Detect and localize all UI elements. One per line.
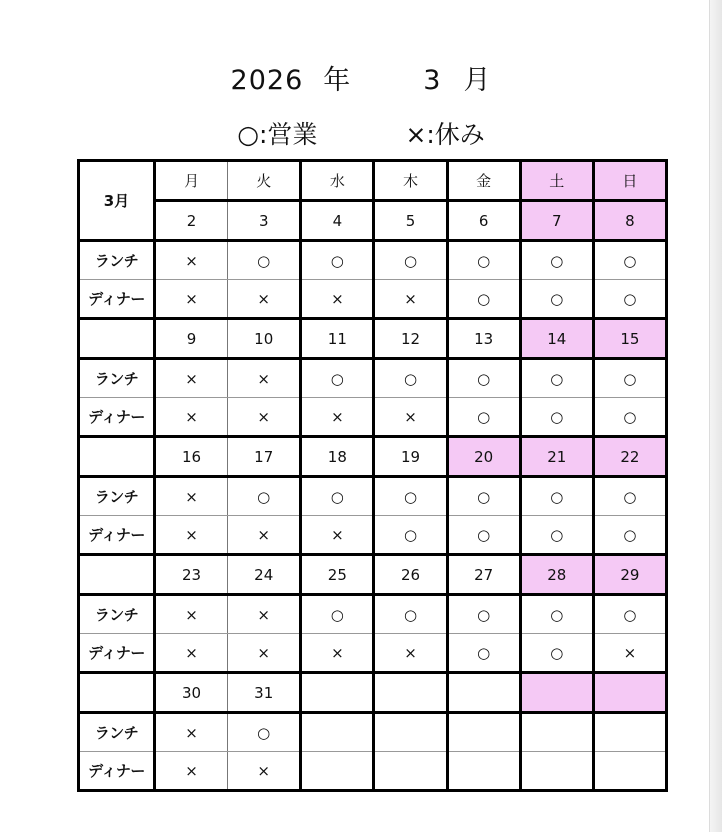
month-label: 3月	[79, 161, 155, 241]
date-cell: 20	[447, 437, 520, 477]
dinner-status-cell: ×	[593, 634, 666, 673]
date-cell: 21	[520, 437, 593, 477]
date-cell: 11	[301, 319, 374, 359]
dinner-status-cell: ×	[228, 280, 301, 319]
date-row	[79, 673, 667, 713]
dinner-label: ディナー	[79, 398, 155, 437]
lunch-label: ランチ	[79, 241, 155, 280]
date-cell	[520, 673, 593, 713]
title-month-suffix: 月	[463, 65, 492, 96]
date-cell: 13	[447, 319, 520, 359]
date-cell: 27	[447, 555, 520, 595]
date-row	[79, 201, 667, 241]
weekday-label: 土	[520, 161, 593, 201]
legend-closed: ×:休み	[405, 120, 485, 149]
lunch-status-cell: ○	[301, 359, 374, 398]
date-row-label	[79, 437, 155, 477]
dinner-status-cell: ×	[228, 634, 301, 673]
date-cell: 18	[301, 437, 374, 477]
lunch-status-cell: ○	[374, 241, 447, 280]
date-row	[79, 437, 667, 477]
lunch-label: ランチ	[79, 477, 155, 516]
dinner-status-cell: ×	[155, 634, 228, 673]
weekday-label: 火	[228, 161, 301, 201]
dinner-row	[79, 398, 667, 437]
dinner-row	[79, 634, 667, 673]
lunch-status-cell: ○	[301, 241, 374, 280]
lunch-status-cell	[301, 713, 374, 752]
dinner-status-cell: ×	[374, 398, 447, 437]
date-cell: 24	[228, 555, 301, 595]
lunch-label: ランチ	[79, 595, 155, 634]
dinner-status-cell: ○	[520, 634, 593, 673]
date-cell: 31	[228, 673, 301, 713]
lunch-status-cell: ○	[447, 359, 520, 398]
weekday-label: 水	[301, 161, 374, 201]
lunch-row	[79, 713, 667, 752]
lunch-status-cell: ○	[447, 595, 520, 634]
date-cell	[301, 673, 374, 713]
dinner-status-cell	[374, 752, 447, 791]
lunch-status-cell: ○	[447, 477, 520, 516]
dinner-status-cell: ○	[447, 280, 520, 319]
date-cell: 10	[228, 319, 301, 359]
lunch-row	[79, 477, 667, 516]
date-cell: 17	[228, 437, 301, 477]
date-cell: 6	[447, 201, 520, 241]
dinner-status-cell: ×	[301, 516, 374, 555]
date-row-label	[79, 673, 155, 713]
date-cell	[593, 673, 666, 713]
page-title	[0, 58, 722, 97]
dinner-status-cell: ×	[155, 752, 228, 791]
weekday-label: 月	[155, 161, 228, 201]
date-cell: 19	[374, 437, 447, 477]
lunch-status-cell: ○	[520, 359, 593, 398]
dinner-label: ディナー	[79, 280, 155, 319]
lunch-row	[79, 595, 667, 634]
lunch-status-cell: ○	[593, 241, 666, 280]
dinner-status-cell: ×	[301, 280, 374, 319]
date-cell	[374, 673, 447, 713]
dinner-status-cell: ○	[374, 516, 447, 555]
title-month: 3	[423, 65, 442, 96]
dinner-status-cell: ○	[593, 516, 666, 555]
date-cell: 8	[593, 201, 666, 241]
date-cell: 5	[374, 201, 447, 241]
lunch-status-cell: ○	[228, 477, 301, 516]
lunch-status-cell: ○	[374, 477, 447, 516]
dinner-row	[79, 280, 667, 319]
date-row-label	[79, 319, 155, 359]
weekday-label: 日	[593, 161, 666, 201]
lunch-status-cell: ○	[301, 477, 374, 516]
dinner-status-cell: ×	[374, 280, 447, 319]
date-cell: 26	[374, 555, 447, 595]
date-cell: 22	[593, 437, 666, 477]
date-cell: 12	[374, 319, 447, 359]
lunch-status-cell: ○	[593, 477, 666, 516]
lunch-status-cell: ○	[301, 595, 374, 634]
lunch-status-cell	[520, 713, 593, 752]
lunch-status-cell: ×	[228, 359, 301, 398]
lunch-status-cell: ○	[593, 595, 666, 634]
date-cell: 23	[155, 555, 228, 595]
dinner-status-cell: ×	[301, 398, 374, 437]
lunch-status-cell: ×	[228, 595, 301, 634]
dinner-status-cell: ○	[447, 516, 520, 555]
dinner-row	[79, 752, 667, 791]
date-cell: 7	[520, 201, 593, 241]
lunch-status-cell: ○	[228, 713, 301, 752]
date-row	[79, 319, 667, 359]
dinner-label: ディナー	[79, 516, 155, 555]
lunch-status-cell: ×	[155, 241, 228, 280]
date-cell: 28	[520, 555, 593, 595]
lunch-status-cell: ×	[155, 359, 228, 398]
dinner-label: ディナー	[79, 752, 155, 791]
dinner-status-cell: ×	[228, 752, 301, 791]
dinner-status-cell: ×	[228, 516, 301, 555]
lunch-status-cell	[593, 713, 666, 752]
dinner-status-cell	[593, 752, 666, 791]
dinner-status-cell	[301, 752, 374, 791]
date-cell: 29	[593, 555, 666, 595]
dinner-status-cell: ×	[155, 516, 228, 555]
weekday-header-row	[79, 161, 667, 201]
lunch-status-cell: ○	[520, 595, 593, 634]
lunch-status-cell: ○	[520, 477, 593, 516]
lunch-status-cell	[374, 713, 447, 752]
lunch-row	[79, 241, 667, 280]
lunch-status-cell: ○	[447, 241, 520, 280]
date-row-label	[79, 555, 155, 595]
date-cell: 3	[228, 201, 301, 241]
dinner-status-cell: ○	[447, 634, 520, 673]
date-cell: 30	[155, 673, 228, 713]
dinner-status-cell: ×	[301, 634, 374, 673]
dinner-status-cell: ×	[228, 398, 301, 437]
business-calendar-table	[77, 159, 668, 792]
date-cell: 25	[301, 555, 374, 595]
weekday-label: 木	[374, 161, 447, 201]
dinner-status-cell: ○	[593, 398, 666, 437]
title-year-suffix: 年	[323, 65, 352, 96]
date-cell	[447, 673, 520, 713]
legend-open: ○:営業	[237, 120, 318, 149]
lunch-status-cell: ×	[155, 477, 228, 516]
date-cell: 15	[593, 319, 666, 359]
lunch-status-cell: ×	[155, 713, 228, 752]
date-cell: 14	[520, 319, 593, 359]
date-cell: 9	[155, 319, 228, 359]
lunch-status-cell: ○	[228, 241, 301, 280]
date-cell: 16	[155, 437, 228, 477]
weekday-label: 金	[447, 161, 520, 201]
date-cell: 2	[155, 201, 228, 241]
lunch-status-cell: ○	[374, 359, 447, 398]
lunch-row	[79, 359, 667, 398]
dinner-status-cell: ○	[520, 516, 593, 555]
dinner-status-cell: ×	[374, 634, 447, 673]
lunch-label: ランチ	[79, 359, 155, 398]
dinner-status-cell: ×	[155, 398, 228, 437]
lunch-status-cell: ○	[593, 359, 666, 398]
dinner-status-cell: ○	[593, 280, 666, 319]
legend	[0, 115, 722, 151]
lunch-status-cell: ×	[155, 595, 228, 634]
date-row	[79, 555, 667, 595]
dinner-row	[79, 516, 667, 555]
dinner-status-cell: ○	[520, 280, 593, 319]
lunch-status-cell	[447, 713, 520, 752]
dinner-status-cell: ×	[155, 280, 228, 319]
dinner-status-cell: ○	[520, 398, 593, 437]
title-year: 2026	[230, 65, 304, 96]
dinner-status-cell: ○	[447, 398, 520, 437]
dinner-status-cell	[520, 752, 593, 791]
lunch-label: ランチ	[79, 713, 155, 752]
lunch-status-cell: ○	[374, 595, 447, 634]
dinner-label: ディナー	[79, 634, 155, 673]
lunch-status-cell: ○	[520, 241, 593, 280]
dinner-status-cell	[447, 752, 520, 791]
date-cell: 4	[301, 201, 374, 241]
